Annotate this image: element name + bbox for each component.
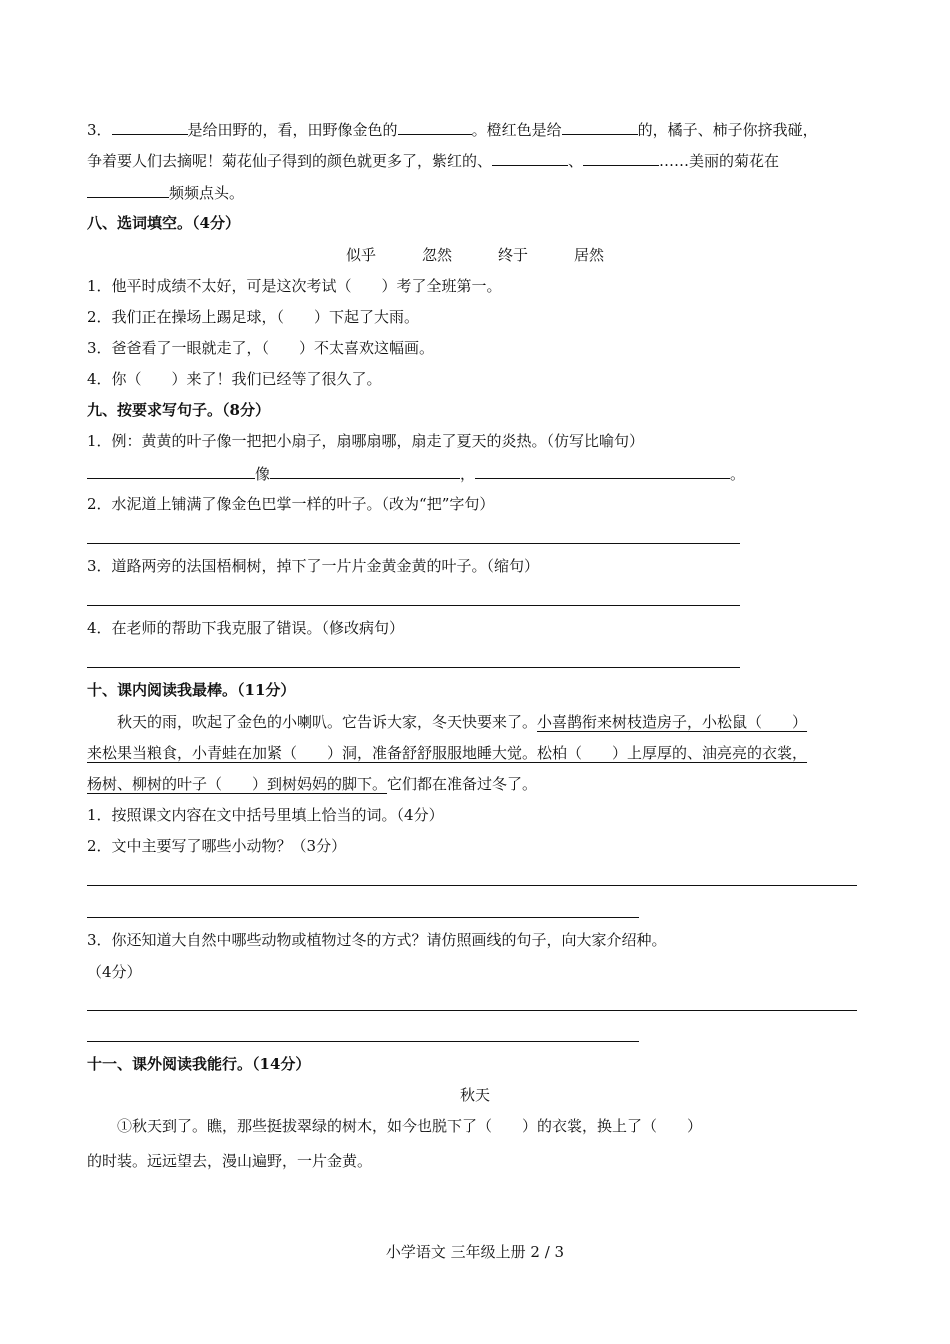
s10-q1: 1．按照课文内容在文中括号里填上恰当的词。（4分）	[87, 806, 444, 824]
s10-q2: 2．文中主要写了哪些小动物？（3分）	[87, 837, 347, 855]
answer-blank[interactable]	[475, 462, 730, 479]
s10-q3-score: （4分）	[87, 963, 142, 981]
fill-blank[interactable]	[112, 118, 188, 135]
s9-q4: 4．在老师的帮助下我克服了错误。（修改病句）	[87, 619, 405, 637]
s10-q3: 3．你还知道大自然中哪些动物或植物过冬的方式？请仿照画线的句子，向大家介绍种。	[87, 931, 667, 949]
s8-item-1: 1．他平时成绩不太好，可是这次考试（ ）考了全班第一。	[87, 277, 502, 295]
section-9-title: 九、按要求写句子。（8分）	[87, 401, 270, 419]
s11-passage-line1: ①秋天到了。瞧，那些挺拔翠绿的树木，如今也脱下了（ ）的衣裳，换上了（ ）	[117, 1117, 703, 1135]
s9-q1-answer-line: 像 ， 。	[87, 462, 745, 485]
q7-3-line2: 争着要人们去摘呢！菊花仙子得到的颜色就更多了，紫红的、 、 ……美丽的菊花在	[87, 149, 779, 172]
s8-item-3: 3．爸爸看了一眼就走了，（ ）不太喜欢这幅画。	[87, 339, 435, 357]
s10-passage-line3: 杨树、柳树的叶子（ ）到树妈妈的脚下。它们都在准备过冬了。	[87, 775, 538, 793]
page-footer: 小学语文 三年级上册 2 / 3	[385, 1243, 565, 1261]
answer-line[interactable]	[87, 667, 740, 668]
s8-item-4: 4．你（ ）来了！我们已经等了很久了。	[87, 370, 382, 388]
word-bank	[0, 244, 950, 265]
fill-blank[interactable]	[492, 149, 568, 166]
section-10-title: 十、课内阅读我最棒。（11分）	[87, 681, 296, 699]
q7-3-line3: 频频点头。	[87, 181, 244, 204]
s9-q2: 2．水泥道上铺满了像金色巴掌一样的叶子。（改为“把”字句）	[87, 495, 495, 513]
section-11-title: 十一、课外阅读我能行。（14分）	[87, 1055, 311, 1073]
word-option: 居然	[574, 246, 605, 264]
fill-blank[interactable]	[583, 149, 659, 166]
fill-blank[interactable]	[87, 181, 169, 198]
q7-3-line1: 3． 是给田野的，看，田野像金色的 。橙红色是给 的，橘子、柿子你挤我碰，	[87, 118, 818, 141]
s10-passage-line1: 秋天的雨，吹起了金色的小喇叭。它告诉大家，冬天快要来了。小喜鹊衔来树枝造房子，小松鼠（ ）	[117, 713, 808, 731]
answer-line[interactable]	[87, 543, 740, 544]
answer-line[interactable]	[87, 605, 740, 606]
s9-q1: 1．例：黄黄的叶子像一把把小扇子，扇哪扇哪，扇走了夏天的炎热。（仿写比喻句）	[87, 432, 645, 450]
answer-line[interactable]	[87, 1010, 857, 1011]
answer-blank[interactable]	[87, 462, 255, 479]
answer-blank[interactable]	[270, 462, 460, 479]
passage-heading: 秋天	[459, 1086, 490, 1104]
s8-item-2: 2．我们正在操场上踢足球，（ ）下起了大雨。	[87, 308, 420, 326]
word-option: 终于	[498, 246, 529, 264]
answer-line[interactable]	[87, 885, 857, 886]
answer-line[interactable]	[87, 917, 639, 918]
fill-blank[interactable]	[562, 118, 638, 135]
word-option: 忽然	[421, 246, 452, 264]
s10-passage-line2: 来松果当粮食，小青蛙在加紧（ ）洞，准备舒舒服服地睡大觉。松柏（ ）上厚厚的、油亮亮的衣裳，	[87, 744, 808, 762]
answer-line[interactable]	[87, 1041, 639, 1042]
s9-q3: 3．道路两旁的法国梧桐树，掉下了一片片金黄金黄的叶子。（缩句）	[87, 557, 540, 575]
s11-passage-line2: 的时装。远远望去，漫山遍野，一片金黄。	[87, 1152, 373, 1170]
fill-blank[interactable]	[398, 118, 472, 135]
word-option: 似乎	[345, 246, 376, 264]
section-8-title: 八、选词填空。（4分）	[87, 214, 240, 232]
